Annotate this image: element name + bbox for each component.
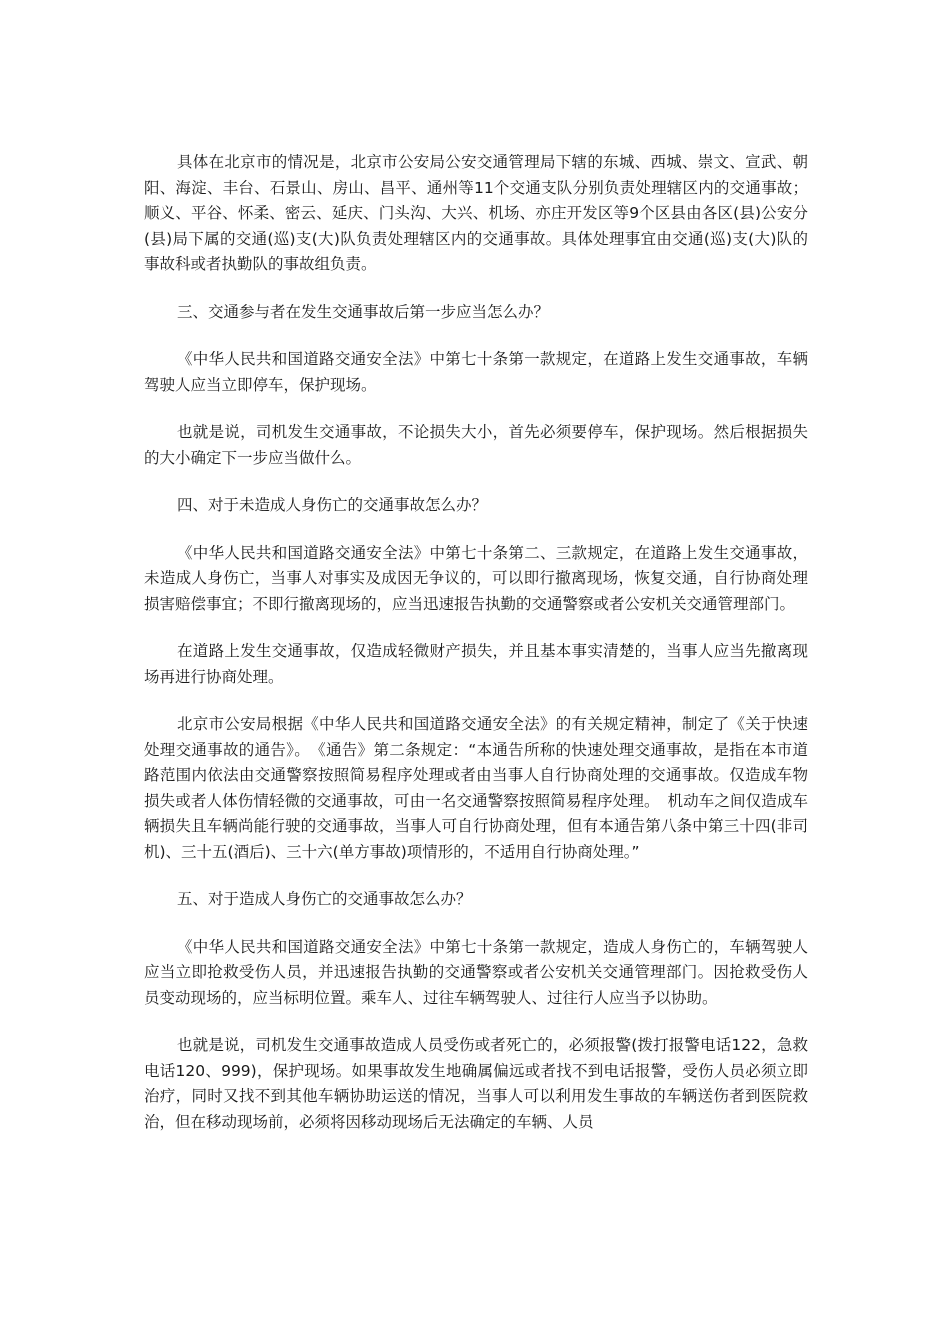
section-heading-3: 三、交通参与者在发生交通事故后第一步应当怎么办？: [177, 302, 550, 321]
document-page: [144, 150, 808, 1157]
paragraph-beijing-notice: 北京市公安局根据《中华人民共和国道路交通安全法》的有关规定精神，制定了《关于快速处理交通事故的通告》。 《通告》第二条规定：“本通告所称的快速处理交通事故，是指在本市道路范围内依法由交通警察按照简易程序处理或者由当事人自行协商处理的交通事故。仅造成车物损失或者人体伤情轻微的交通事故，可由一名交通警察按照简易程序处理。 机动车之间仅造成车辆损失且车辆尚能行驶的交通事故，当事人可自行协商处理，但有本通告第八条中第三十四(非司机)、三十五(酒后)、三十六(单方事故)项情形的，不适用自行协商处理。”: [144, 715, 808, 861]
section-heading-5: 五、对于造成人身伤亡的交通事故怎么办？: [177, 890, 472, 908]
paragraph-law-article-70-2-3: 《中华人民共和国道路交通安全法》中第七十条第二、三款规定，在道路上发生交通事故，未造成人身伤亡，当事人对事实及成因无争议的，可以即行撤离现场，恢复交通，自行协商处理损害赔偿事宜；不即行撤离现场的，应当迅速报告执勤的交通警察或者公安机关交通管理部门。: [144, 543, 808, 613]
paragraph-beijing-jurisdiction: 具体在北京市的情况是，北京市公安局公安交通管理局下辖的东城、西城、崇文、宣武、朝阳、海淀、丰台、石景山、房山、昌平、通州等11个交通支队分别负责处理辖区内的交通事故；顺义、平谷、怀柔、密云、延庆、门头沟、大兴、机场、亦庄开发区等9个区县由各区(县)公安分(县)局下属的交通(巡)支(大)队负责处理辖区内的交通事故。具体处理事宜由交通(巡)支(大)队的事故科或者执勤队的事故组负责。: [144, 153, 808, 273]
paragraph-law-article-70-1: 《中华人民共和国道路交通安全法》中第七十条第一款规定，在道路上发生交通事故，车辆驾驶人应当立即停车，保护现场。: [144, 350, 808, 394]
paragraph-injury-law: 《中华人民共和国道路交通安全法》中第七十条第一款规定，造成人身伤亡的，车辆驾驶人应当立即抢救受伤人员，并迅速报告执勤的交通警察或者公安机关交通管理部门。因抢救受伤人员变动现场的，应当标明位置。乘车人、过往车辆驾驶人、过往行人应当予以协助。: [144, 937, 808, 1007]
paragraph-minor-property-loss: 在道路上发生交通事故，仅造成轻微财产损失，并且基本事实清楚的，当事人应当先撤离现场再进行协商处理。: [144, 642, 808, 686]
paragraph-stop-and-protect: 也就是说，司机发生交通事故，不论损失大小，首先必须要停车，保护现场。然后根据损失的大小确定下一步应当做什么。: [144, 423, 808, 467]
section-heading-4: 四、对于未造成人身伤亡的交通事故怎么办？: [177, 496, 488, 514]
paragraph-injury-procedure: 也就是说，司机发生交通事故造成人员受伤或者死亡的，必须报警(拨打报警电话122，急救电话120、999)，保护现场。如果事故发生地确属偏远或者找不到电话报警，受伤人员必须立即治疗，同时又找不到其他车辆协助运送的情况，当事人可以利用发生事故的车辆送伤者到医院救治，但在移动现场前，必须将因移动现场后无法确定的车辆、人员: [144, 1036, 808, 1131]
